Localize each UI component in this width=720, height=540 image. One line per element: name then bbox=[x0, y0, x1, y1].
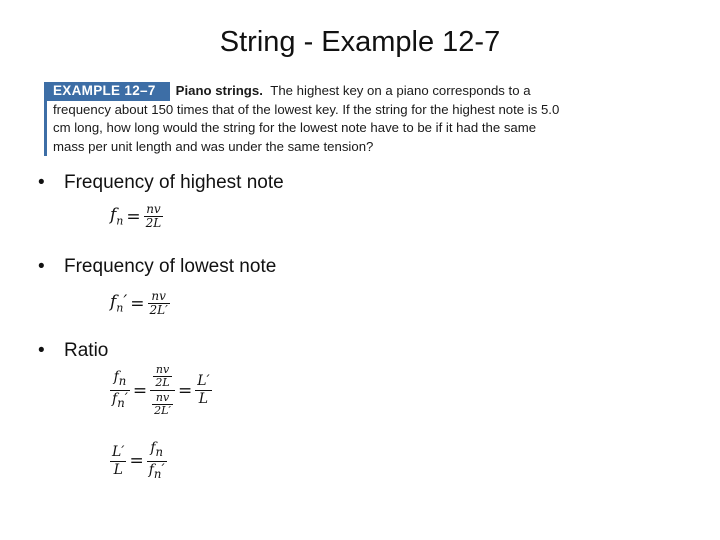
bullet-label: Ratio bbox=[64, 340, 109, 361]
equation-lowest-frequency: $f_n'$ = $\frac{nv}{2L'}$ bbox=[110, 289, 168, 317]
equation-highest-frequency: $f_n$ = $\frac{nv}{2L}$ bbox=[110, 202, 162, 230]
bullet-label: Frequency of highest note bbox=[64, 172, 284, 193]
bullet-dot: • bbox=[38, 340, 45, 361]
bullet-dot: • bbox=[38, 172, 45, 193]
bullet-ratio bbox=[38, 340, 108, 362]
example-box bbox=[44, 82, 564, 156]
equation-length-ratio: $\frac{L'}{L}$ = $\frac{f_n}{f_n'}$ bbox=[112, 440, 165, 481]
equation-ratio: $\frac{f_n}{f_n'}$ = $\frac{\frac{nv}{2L}}{\frac{nv}{2L'}}$ = $\frac{L'}{L}$ bbox=[112, 363, 210, 417]
bullet-highest-note bbox=[38, 172, 284, 194]
bullet-label: Frequency of lowest note bbox=[64, 256, 277, 277]
example-heading: Piano strings. bbox=[175, 83, 263, 98]
bullet-dot: • bbox=[38, 256, 45, 277]
example-text: The highest key on a piano corresponds to a frequency about 150 times that of the lowest key. If the string for the highest note is 5.0 cm long, how long would the string for the lowest note have to be if it had the same mass per unit length and was under the same tension? bbox=[53, 83, 560, 154]
slide-title: String - Example 12-7 bbox=[219, 26, 501, 58]
example-tag: EXAMPLE 12–7 bbox=[47, 82, 170, 101]
bullet-lowest-note bbox=[38, 256, 276, 278]
